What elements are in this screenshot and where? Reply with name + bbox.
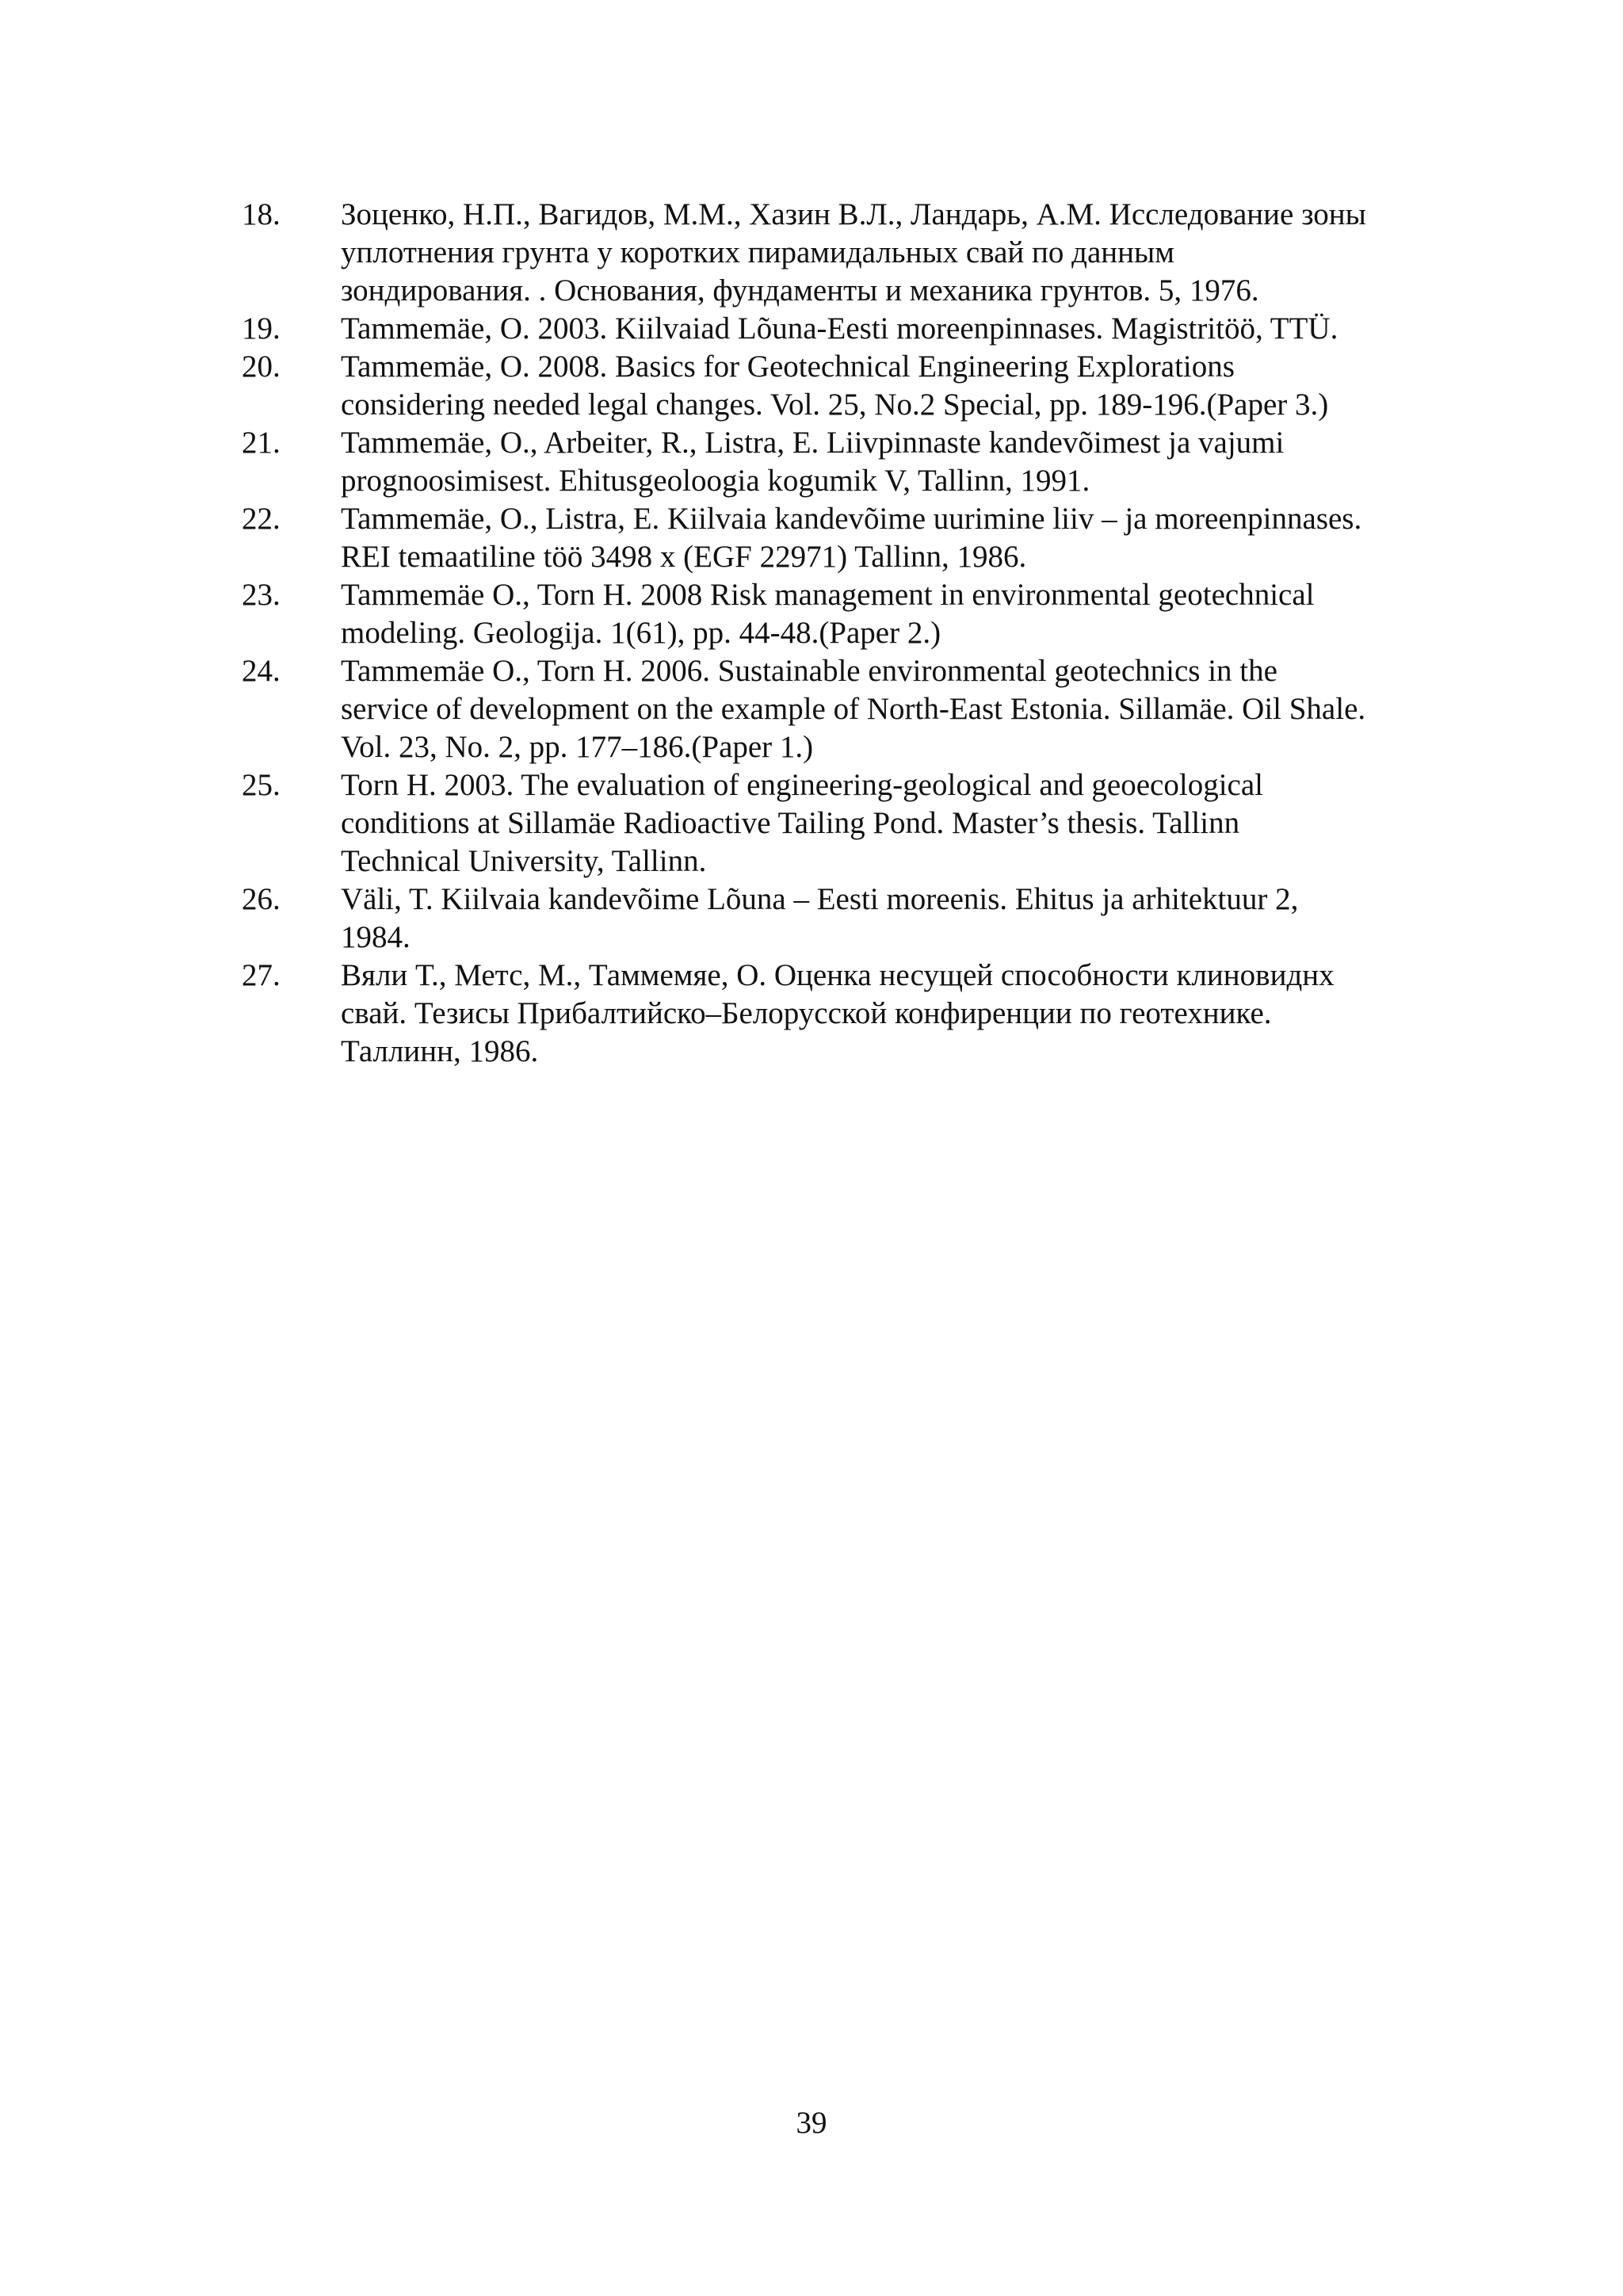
- reference-item: [242, 766, 1446, 881]
- reference-number: 24.: [242, 654, 281, 688]
- reference-line: свай. Тезисы Прибалтийско–Белорусской конфиренции по геотехнике.: [341, 996, 1272, 1030]
- reference-item: [242, 424, 1446, 500]
- reference-item: [242, 652, 1446, 766]
- reference-line: modeling. Geologija. 1(61), pp. 44-48.(Paper 2.): [341, 616, 941, 650]
- reference-line: зондирования. . Основания, фундаменты и механика грунтов. 5, 1976.: [341, 273, 1259, 308]
- reference-text: [341, 310, 1446, 348]
- reference-number: 21.: [242, 426, 281, 460]
- reference-line: Tammemäe, O. 2003. Kiilvaiad Lõuna-Eesti moreenpinnases. Magistritöö, TTÜ.: [341, 311, 1338, 346]
- reference-line: conditions at Sillamäe Radioactive Tailing Pond. Master’s thesis. Tallinn: [341, 806, 1240, 840]
- reference-line: Зоценко, Н.П., Вагидов, М.М., Хазин В.Л., Ландарь, А.М. Исследование зоны: [341, 197, 1366, 231]
- reference-item: [242, 500, 1446, 576]
- reference-number: 20.: [242, 350, 281, 384]
- reference-number: 27.: [242, 958, 281, 992]
- reference-item: [242, 196, 1446, 310]
- reference-text: [341, 196, 1446, 310]
- reference-line: Tammemäe, O. 2008. Basics for Geotechnical Engineering Explorations: [341, 350, 1235, 384]
- reference-number: 23.: [242, 578, 281, 612]
- reference-line: service of development on the example of North-East Estonia. Sillamäe. Oil Shale.: [341, 692, 1366, 726]
- reference-line: Tammemäe, O., Arbeiter, R., Listra, E. Liivpinnaste kandevõimest ja vajumi: [341, 426, 1285, 460]
- reference-line: Таллинн, 1986.: [341, 1034, 539, 1068]
- reference-line: 1984.: [341, 920, 411, 954]
- reference-text: [341, 576, 1446, 652]
- reference-number: 26.: [242, 882, 281, 916]
- reference-item: [242, 881, 1446, 957]
- reference-number: 22.: [242, 502, 281, 536]
- reference-line: considering needed legal changes. Vol. 25, No.2 Special, pp. 189-196.(Paper 3.): [341, 388, 1329, 422]
- reference-list: [242, 196, 1446, 1071]
- reference-text: [341, 500, 1446, 576]
- reference-line: Väli, T. Kiilvaia kandevõime Lõuna – Eesti moreenis. Ehitus ja arhitektuur 2,: [341, 882, 1299, 916]
- reference-line: REI temaatiline töö 3498 x (EGF 22971) Tallinn, 1986.: [341, 540, 1027, 574]
- reference-number: 25.: [242, 768, 281, 802]
- reference-line: уплотнения грунта у коротких пирамидальных свай по данным: [341, 235, 1174, 269]
- reference-line: prognoosimisest. Ehitusgeoloogia kogumik V, Tallinn, 1991.: [341, 464, 1090, 498]
- reference-item: [242, 576, 1446, 652]
- reference-line: Вяли Т., Метс, М., Таммемяе, О. Оценка несущей способности клиновиднх: [341, 958, 1335, 992]
- reference-number: 19.: [242, 311, 281, 346]
- reference-text: [341, 766, 1446, 881]
- reference-line: Technical University, Tallinn.: [341, 844, 707, 878]
- reference-line: Tammemäe O., Torn H. 2006. Sustainable environmental geotechnics in the: [341, 654, 1277, 688]
- reference-text: [341, 424, 1446, 500]
- reference-line: Tammemäe O., Torn H. 2008 Risk management in environmental geotechnical: [341, 578, 1315, 612]
- reference-text: [341, 348, 1446, 424]
- page-number: 39: [796, 2106, 827, 2140]
- reference-line: Tammemäe, O., Listra, E. Kiilvaia kandevõime uurimine liiv – ja moreenpinnases.: [341, 502, 1362, 536]
- reference-line: Torn H. 2003. The evaluation of engineering-geological and geoecological: [341, 768, 1263, 802]
- reference-item: [242, 310, 1446, 348]
- reference-item: [242, 348, 1446, 424]
- reference-text: [341, 881, 1446, 957]
- reference-item: [242, 957, 1446, 1071]
- reference-line: Vol. 23, No. 2, pp. 177–186.(Paper 1.): [341, 730, 814, 764]
- reference-text: [341, 957, 1446, 1071]
- reference-text: [341, 652, 1446, 766]
- reference-number: 18.: [242, 197, 281, 231]
